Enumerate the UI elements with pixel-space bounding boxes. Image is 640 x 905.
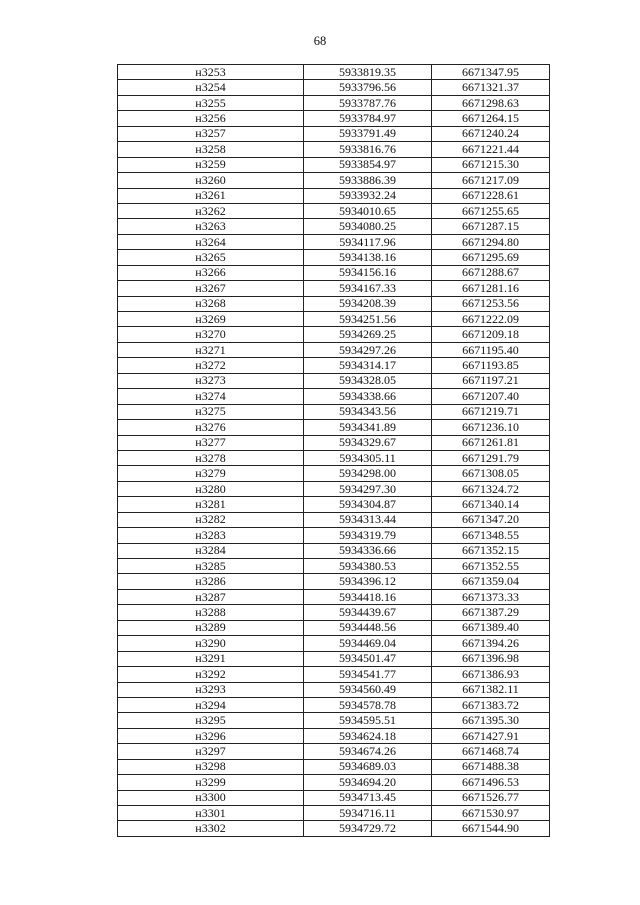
point-id-cell: н3253 bbox=[118, 65, 304, 80]
y-coordinate-cell: 6671488.38 bbox=[432, 759, 550, 774]
x-coordinate-cell: 5934138.16 bbox=[304, 250, 432, 265]
point-id-cell: н3254 bbox=[118, 80, 304, 95]
point-id-cell: н3268 bbox=[118, 296, 304, 311]
y-coordinate-cell: 6671359.04 bbox=[432, 574, 550, 589]
point-id-cell: н3297 bbox=[118, 744, 304, 759]
x-coordinate-cell: 5934541.77 bbox=[304, 667, 432, 682]
x-coordinate-cell: 5933886.39 bbox=[304, 173, 432, 188]
y-coordinate-cell: 6671396.98 bbox=[432, 651, 550, 666]
y-coordinate-cell: 6671222.09 bbox=[432, 312, 550, 327]
table-row bbox=[118, 481, 550, 496]
x-coordinate-cell: 5934117.96 bbox=[304, 234, 432, 249]
table-row bbox=[118, 528, 550, 543]
y-coordinate-cell: 6671217.09 bbox=[432, 173, 550, 188]
point-id-cell: н3282 bbox=[118, 512, 304, 527]
x-coordinate-cell: 5933932.24 bbox=[304, 188, 432, 203]
x-coordinate-cell: 5933787.76 bbox=[304, 95, 432, 110]
point-id-cell: н3266 bbox=[118, 265, 304, 280]
table-row bbox=[118, 697, 550, 712]
coordinates-table bbox=[117, 64, 550, 837]
y-coordinate-cell: 6671240.24 bbox=[432, 126, 550, 141]
x-coordinate-cell: 5934080.25 bbox=[304, 219, 432, 234]
point-id-cell: н3269 bbox=[118, 312, 304, 327]
x-coordinate-cell: 5933816.76 bbox=[304, 142, 432, 157]
y-coordinate-cell: 6671347.20 bbox=[432, 512, 550, 527]
table-row bbox=[118, 373, 550, 388]
table-row bbox=[118, 512, 550, 527]
x-coordinate-cell: 5934208.39 bbox=[304, 296, 432, 311]
y-coordinate-cell: 6671219.71 bbox=[432, 404, 550, 419]
table-row bbox=[118, 759, 550, 774]
table-row bbox=[118, 389, 550, 404]
table-row bbox=[118, 605, 550, 620]
table-row bbox=[118, 80, 550, 95]
point-id-cell: н3270 bbox=[118, 327, 304, 342]
point-id-cell: н3301 bbox=[118, 806, 304, 821]
x-coordinate-cell: 5934469.04 bbox=[304, 636, 432, 651]
x-coordinate-cell: 5934343.56 bbox=[304, 404, 432, 419]
point-id-cell: н3286 bbox=[118, 574, 304, 589]
page-number: 68 bbox=[313, 34, 327, 48]
x-coordinate-cell: 5934713.45 bbox=[304, 790, 432, 805]
table-row bbox=[118, 296, 550, 311]
y-coordinate-cell: 6671207.40 bbox=[432, 389, 550, 404]
point-id-cell: н3267 bbox=[118, 281, 304, 296]
point-id-cell: н3258 bbox=[118, 142, 304, 157]
y-coordinate-cell: 6671347.95 bbox=[432, 65, 550, 80]
point-id-cell: н3274 bbox=[118, 389, 304, 404]
table-row bbox=[118, 95, 550, 110]
point-id-cell: н3298 bbox=[118, 759, 304, 774]
point-id-cell: н3259 bbox=[118, 157, 304, 172]
point-id-cell: н3271 bbox=[118, 342, 304, 357]
y-coordinate-cell: 6671294.80 bbox=[432, 234, 550, 249]
y-coordinate-cell: 6671264.15 bbox=[432, 111, 550, 126]
x-coordinate-cell: 5934305.11 bbox=[304, 450, 432, 465]
y-coordinate-cell: 6671394.26 bbox=[432, 636, 550, 651]
point-id-cell: н3277 bbox=[118, 435, 304, 450]
y-coordinate-cell: 6671261.81 bbox=[432, 435, 550, 450]
x-coordinate-cell: 5934624.18 bbox=[304, 728, 432, 743]
y-coordinate-cell: 6671195.40 bbox=[432, 342, 550, 357]
x-coordinate-cell: 5934560.49 bbox=[304, 682, 432, 697]
point-id-cell: н3255 bbox=[118, 95, 304, 110]
point-id-cell: н3256 bbox=[118, 111, 304, 126]
y-coordinate-cell: 6671526.77 bbox=[432, 790, 550, 805]
y-coordinate-cell: 6671215.30 bbox=[432, 157, 550, 172]
coordinates-table-body bbox=[118, 65, 550, 837]
point-id-cell: н3293 bbox=[118, 682, 304, 697]
y-coordinate-cell: 6671228.61 bbox=[432, 188, 550, 203]
table-row bbox=[118, 620, 550, 635]
x-coordinate-cell: 5934297.26 bbox=[304, 342, 432, 357]
table-row bbox=[118, 667, 550, 682]
point-id-cell: н3281 bbox=[118, 497, 304, 512]
y-coordinate-cell: 6671288.67 bbox=[432, 265, 550, 280]
table-row bbox=[118, 203, 550, 218]
table-row bbox=[118, 821, 550, 836]
y-coordinate-cell: 6671236.10 bbox=[432, 420, 550, 435]
x-coordinate-cell: 5934319.79 bbox=[304, 528, 432, 543]
y-coordinate-cell: 6671373.33 bbox=[432, 589, 550, 604]
point-id-cell: н3288 bbox=[118, 605, 304, 620]
x-coordinate-cell: 5934304.87 bbox=[304, 497, 432, 512]
x-coordinate-cell: 5934439.67 bbox=[304, 605, 432, 620]
y-coordinate-cell: 6671389.40 bbox=[432, 620, 550, 635]
point-id-cell: н3295 bbox=[118, 713, 304, 728]
y-coordinate-cell: 6671382.11 bbox=[432, 682, 550, 697]
x-coordinate-cell: 5934329.67 bbox=[304, 435, 432, 450]
x-coordinate-cell: 5934418.16 bbox=[304, 589, 432, 604]
table-row bbox=[118, 435, 550, 450]
table-row bbox=[118, 157, 550, 172]
x-coordinate-cell: 5934156.16 bbox=[304, 265, 432, 280]
point-id-cell: н3264 bbox=[118, 234, 304, 249]
table-row bbox=[118, 450, 550, 465]
y-coordinate-cell: 6671530.97 bbox=[432, 806, 550, 821]
point-id-cell: н3285 bbox=[118, 559, 304, 574]
point-id-cell: н3273 bbox=[118, 373, 304, 388]
table-row bbox=[118, 219, 550, 234]
y-coordinate-cell: 6671468.74 bbox=[432, 744, 550, 759]
table-row bbox=[118, 466, 550, 481]
y-coordinate-cell: 6671193.85 bbox=[432, 358, 550, 373]
table-row bbox=[118, 775, 550, 790]
table-row bbox=[118, 806, 550, 821]
y-coordinate-cell: 6671281.16 bbox=[432, 281, 550, 296]
y-coordinate-cell: 6671395.30 bbox=[432, 713, 550, 728]
y-coordinate-cell: 6671255.65 bbox=[432, 203, 550, 218]
table-row bbox=[118, 682, 550, 697]
point-id-cell: н3292 bbox=[118, 667, 304, 682]
point-id-cell: н3263 bbox=[118, 219, 304, 234]
x-coordinate-cell: 5934729.72 bbox=[304, 821, 432, 836]
point-id-cell: н3260 bbox=[118, 173, 304, 188]
x-coordinate-cell: 5934694.20 bbox=[304, 775, 432, 790]
point-id-cell: н3265 bbox=[118, 250, 304, 265]
y-coordinate-cell: 6671298.63 bbox=[432, 95, 550, 110]
x-coordinate-cell: 5934313.44 bbox=[304, 512, 432, 527]
point-id-cell: н3278 bbox=[118, 450, 304, 465]
table-row bbox=[118, 250, 550, 265]
y-coordinate-cell: 6671287.15 bbox=[432, 219, 550, 234]
x-coordinate-cell: 5934595.51 bbox=[304, 713, 432, 728]
x-coordinate-cell: 5933796.56 bbox=[304, 80, 432, 95]
point-id-cell: н3299 bbox=[118, 775, 304, 790]
point-id-cell: н3280 bbox=[118, 481, 304, 496]
x-coordinate-cell: 5933791.49 bbox=[304, 126, 432, 141]
table-row bbox=[118, 636, 550, 651]
x-coordinate-cell: 5933854.97 bbox=[304, 157, 432, 172]
table-row bbox=[118, 420, 550, 435]
x-coordinate-cell: 5934251.56 bbox=[304, 312, 432, 327]
table-row bbox=[118, 728, 550, 743]
table-row bbox=[118, 790, 550, 805]
point-id-cell: н3287 bbox=[118, 589, 304, 604]
table-row bbox=[118, 342, 550, 357]
point-id-cell: н3290 bbox=[118, 636, 304, 651]
x-coordinate-cell: 5934338.66 bbox=[304, 389, 432, 404]
x-coordinate-cell: 5934269.25 bbox=[304, 327, 432, 342]
y-coordinate-cell: 6671291.79 bbox=[432, 450, 550, 465]
table-row bbox=[118, 574, 550, 589]
y-coordinate-cell: 6671209.18 bbox=[432, 327, 550, 342]
x-coordinate-cell: 5934380.53 bbox=[304, 559, 432, 574]
table-row bbox=[118, 188, 550, 203]
table-row bbox=[118, 744, 550, 759]
x-coordinate-cell: 5934298.00 bbox=[304, 466, 432, 481]
y-coordinate-cell: 6671340.14 bbox=[432, 497, 550, 512]
x-coordinate-cell: 5934328.05 bbox=[304, 373, 432, 388]
table-row bbox=[118, 126, 550, 141]
point-id-cell: н3272 bbox=[118, 358, 304, 373]
y-coordinate-cell: 6671383.72 bbox=[432, 697, 550, 712]
y-coordinate-cell: 6671321.37 bbox=[432, 80, 550, 95]
y-coordinate-cell: 6671308.05 bbox=[432, 466, 550, 481]
y-coordinate-cell: 6671253.56 bbox=[432, 296, 550, 311]
table-row bbox=[118, 358, 550, 373]
point-id-cell: н3283 bbox=[118, 528, 304, 543]
point-id-cell: н3294 bbox=[118, 697, 304, 712]
y-coordinate-cell: 6671387.29 bbox=[432, 605, 550, 620]
table-row bbox=[118, 173, 550, 188]
table-row bbox=[118, 312, 550, 327]
x-coordinate-cell: 5934448.56 bbox=[304, 620, 432, 635]
y-coordinate-cell: 6671348.55 bbox=[432, 528, 550, 543]
table-row bbox=[118, 713, 550, 728]
point-id-cell: н3279 bbox=[118, 466, 304, 481]
point-id-cell: н3261 bbox=[118, 188, 304, 203]
x-coordinate-cell: 5934167.33 bbox=[304, 281, 432, 296]
y-coordinate-cell: 6671496.53 bbox=[432, 775, 550, 790]
y-coordinate-cell: 6671197.21 bbox=[432, 373, 550, 388]
point-id-cell: н3302 bbox=[118, 821, 304, 836]
point-id-cell: н3257 bbox=[118, 126, 304, 141]
table-row bbox=[118, 543, 550, 558]
table-row bbox=[118, 65, 550, 80]
x-coordinate-cell: 5934341.89 bbox=[304, 420, 432, 435]
table-row bbox=[118, 111, 550, 126]
x-coordinate-cell: 5934010.65 bbox=[304, 203, 432, 218]
x-coordinate-cell: 5934674.26 bbox=[304, 744, 432, 759]
table-row bbox=[118, 265, 550, 280]
point-id-cell: н3275 bbox=[118, 404, 304, 419]
x-coordinate-cell: 5934297.30 bbox=[304, 481, 432, 496]
point-id-cell: н3262 bbox=[118, 203, 304, 218]
y-coordinate-cell: 6671295.69 bbox=[432, 250, 550, 265]
table-row bbox=[118, 559, 550, 574]
point-id-cell: н3289 bbox=[118, 620, 304, 635]
table-row bbox=[118, 589, 550, 604]
y-coordinate-cell: 6671324.72 bbox=[432, 481, 550, 496]
x-coordinate-cell: 5934716.11 bbox=[304, 806, 432, 821]
table-row bbox=[118, 651, 550, 666]
x-coordinate-cell: 5934501.47 bbox=[304, 651, 432, 666]
x-coordinate-cell: 5934336.66 bbox=[304, 543, 432, 558]
x-coordinate-cell: 5934578.78 bbox=[304, 697, 432, 712]
x-coordinate-cell: 5933819.35 bbox=[304, 65, 432, 80]
x-coordinate-cell: 5934314.17 bbox=[304, 358, 432, 373]
table-row bbox=[118, 404, 550, 419]
table-row bbox=[118, 281, 550, 296]
y-coordinate-cell: 6671386.93 bbox=[432, 667, 550, 682]
x-coordinate-cell: 5934396.12 bbox=[304, 574, 432, 589]
x-coordinate-cell: 5933784.97 bbox=[304, 111, 432, 126]
table-row bbox=[118, 327, 550, 342]
y-coordinate-cell: 6671352.15 bbox=[432, 543, 550, 558]
x-coordinate-cell: 5934689.03 bbox=[304, 759, 432, 774]
table-row bbox=[118, 497, 550, 512]
point-id-cell: н3296 bbox=[118, 728, 304, 743]
y-coordinate-cell: 6671221.44 bbox=[432, 142, 550, 157]
point-id-cell: н3291 bbox=[118, 651, 304, 666]
point-id-cell: н3300 bbox=[118, 790, 304, 805]
table-row bbox=[118, 142, 550, 157]
table-row bbox=[118, 234, 550, 249]
point-id-cell: н3284 bbox=[118, 543, 304, 558]
y-coordinate-cell: 6671427.91 bbox=[432, 728, 550, 743]
y-coordinate-cell: 6671352.55 bbox=[432, 559, 550, 574]
y-coordinate-cell: 6671544.90 bbox=[432, 821, 550, 836]
point-id-cell: н3276 bbox=[118, 420, 304, 435]
